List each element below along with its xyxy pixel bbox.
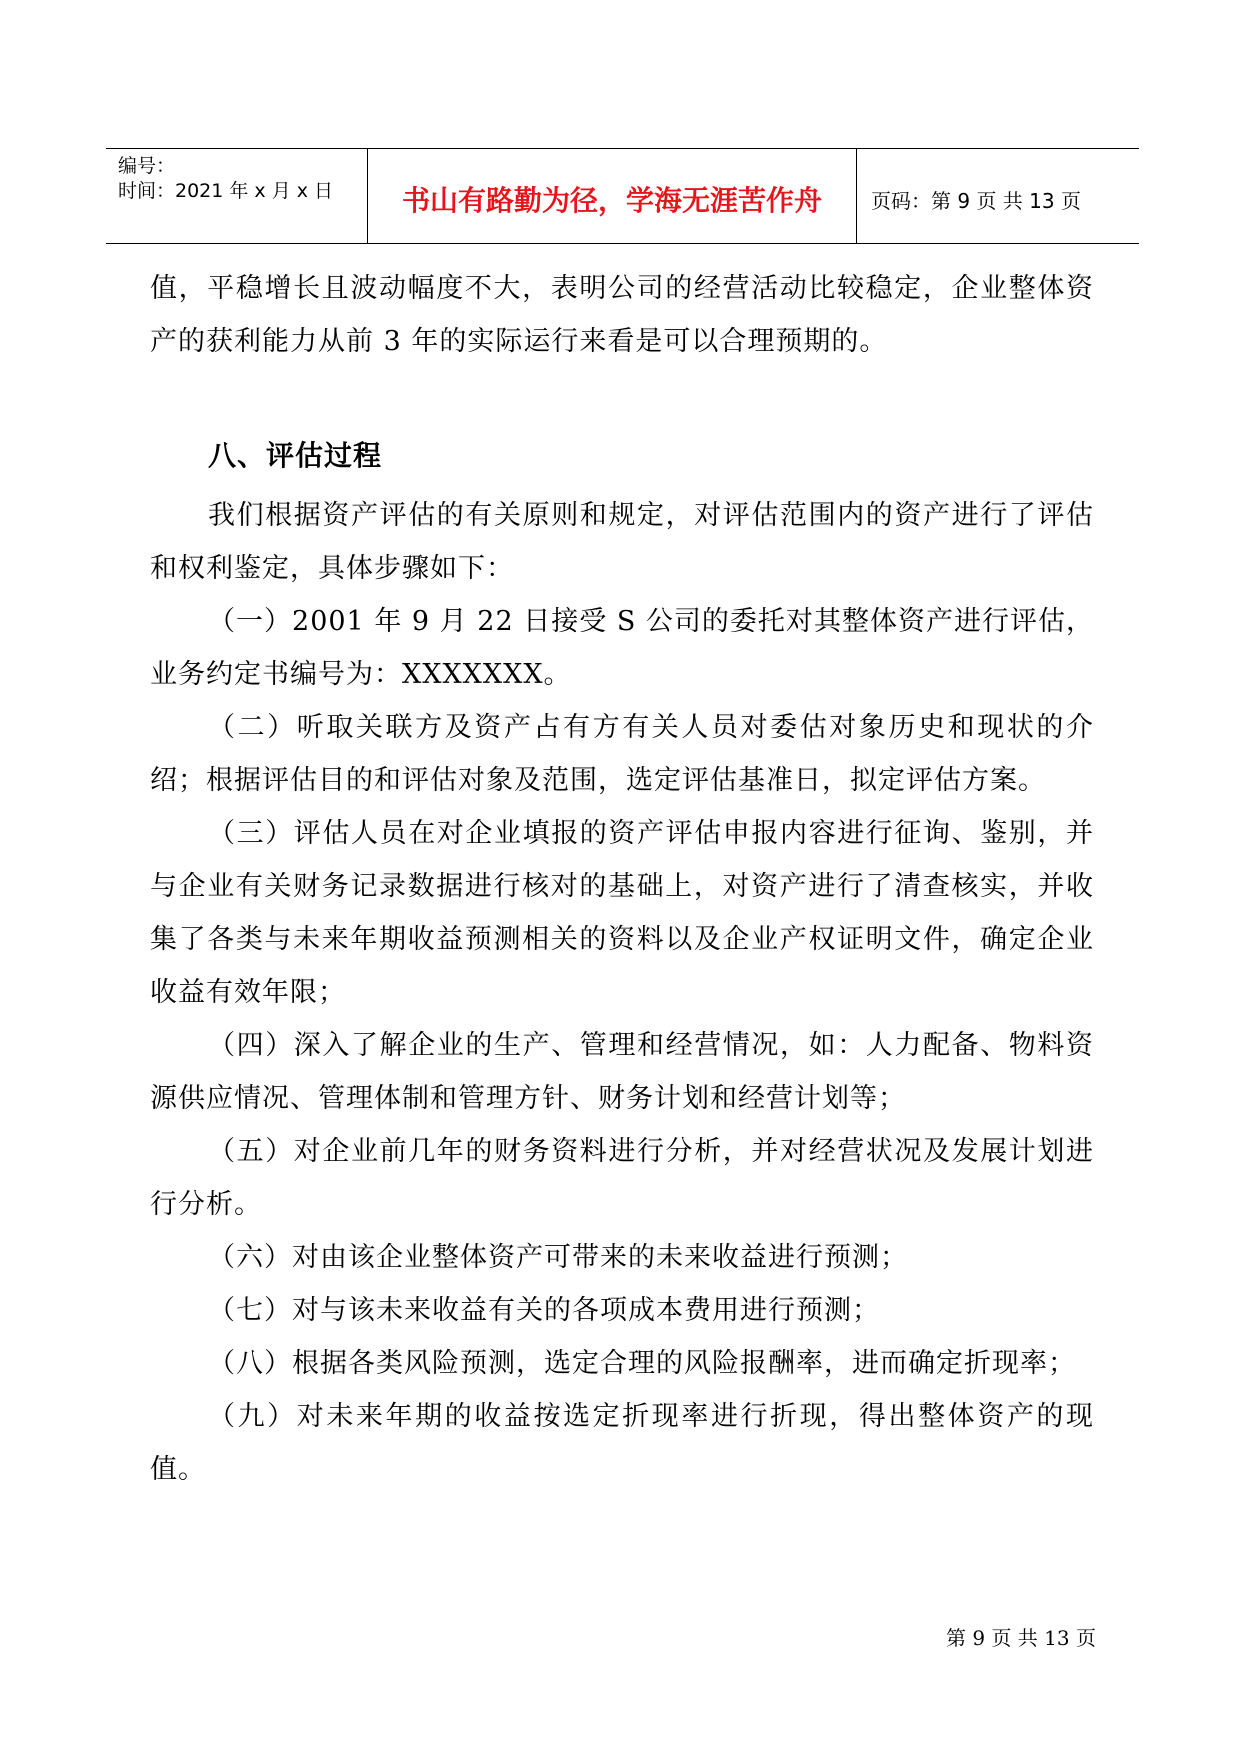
time-label: 时间：2021 年 x 月 x 日 (118, 180, 334, 202)
header-meta (106, 149, 368, 243)
intro-paragraph: 我们根据资产评估的有关原则和规定，对评估范围内的资产进行了评估和权利鉴定，具体步骤如下： (150, 500, 1094, 584)
step-paragraph: （五）对企业前几年的财务资料进行分析，并对经营状况及发展计划进行分析。 (150, 1136, 1094, 1220)
code-label: 编号： (118, 155, 176, 177)
page-header (106, 148, 1139, 244)
step-paragraph: （九）对未来年期的收益按选定折现率进行折现，得出整体资产的现值。 (150, 1401, 1094, 1485)
continued-paragraph: 值，平稳增长且波动幅度不大，表明公司的经营活动比较稳定，企业整体资产的获利能力从前 3 年的实际运行来看是可以合理预期的。 (150, 273, 1094, 357)
page-footer: 第 9 页 共 13 页 (946, 1626, 1096, 1650)
header-motto: 书山有路勤为径，学海无涯苦作舟 (368, 149, 857, 243)
step-paragraph: （七）对与该未来收益有关的各项成本费用进行预测； (208, 1295, 880, 1326)
step-paragraph: （六）对由该企业整体资产可带来的未来收益进行预测； (208, 1242, 908, 1273)
step-paragraph: （四）深入了解企业的生产、管理和经营情况，如：人力配备、物料资源供应情况、管理体制和管理方针、财务计划和经营计划等； (150, 1030, 1094, 1114)
step-paragraph: （一）2001 年 9 月 22 日接受 S 公司的委托对其整体资产进行评估，业务约定书编号为：XXXXXXX。 (150, 606, 1094, 690)
step-paragraph: （三）评估人员在对企业填报的资产评估申报内容进行征询、鉴别，并与企业有关财务记录数据进行核对的基础上，对资产进行了清查核实，并收集了各类与未来年期收益预测相关的资料以及企业产权证明文件，确定企业收益有效年限； (150, 818, 1094, 1008)
section-title: 八、评估过程 (208, 439, 383, 472)
step-paragraph: （二）听取关联方及资产占有方有关人员对委估对象历史和现状的介绍；根据评估目的和评估对象及范围，选定评估基准日，拟定评估方案。 (150, 712, 1094, 796)
document-body (150, 262, 1094, 1496)
step-paragraph: （八）根据各类风险预测，选定合理的风险报酬率，进而确定折现率； (208, 1348, 1076, 1379)
header-page-info: 页码：第 9 页 共 13 页 (871, 188, 1081, 213)
